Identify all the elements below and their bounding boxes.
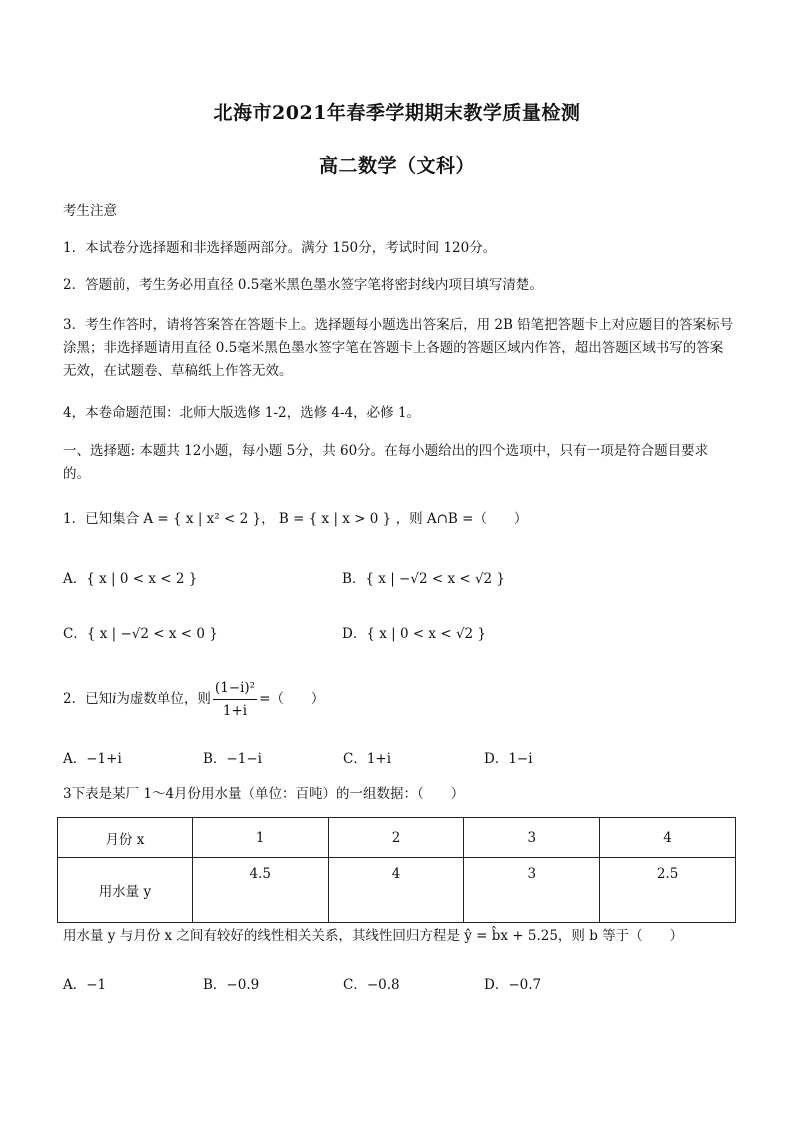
q2-option-b xyxy=(203,747,262,767)
table-cell: 4.5 xyxy=(192,858,328,923)
exam-subtitle: 高二数学（文科） xyxy=(318,155,475,177)
q2-numerator: (1−i)² xyxy=(213,679,257,700)
option-text: { x | −√2 < x < √2 } xyxy=(365,571,506,587)
q3-option-c xyxy=(343,973,400,993)
option-label: A． xyxy=(63,571,87,587)
notice-item-3: 3．考生作答时，请将答案答在答题卡上。选择题每小题选出答案后，用 2B 铅笔把答题卡上对应题目的答案标号涂黑；非选择题请用直径 0.5毫米黑色墨水签字笔在答题卡上各题的答题区域内作答，超出答题区域书写的答案无效，在试题卷、草稿纸上作答无效。 xyxy=(63,317,734,379)
q2-option-a xyxy=(63,747,122,767)
option-label: B． xyxy=(203,977,227,993)
q2-option-d xyxy=(484,747,533,767)
row-header-month: 月份 x xyxy=(58,818,193,858)
q1-set-a: A = { x | x² < 2 } xyxy=(143,511,262,527)
option-text: 1−i xyxy=(508,751,533,767)
q3-option-b xyxy=(203,973,259,993)
notice-item-2: 2．答题前，考生务必用直径 0.5毫米黑色墨水签字笔将密封线内项目填写清楚。 xyxy=(63,277,543,293)
option-label: A． xyxy=(63,751,87,767)
option-text: −1 xyxy=(86,977,107,993)
q3-option-d xyxy=(484,973,541,993)
q2-stem-prefix: 2．已知 xyxy=(63,691,113,707)
table-row xyxy=(58,858,736,923)
q1-stem-prefix: 1．已知集合 xyxy=(63,511,140,527)
row-header-usage: 用水量 y xyxy=(58,858,193,923)
option-label: D． xyxy=(342,626,367,642)
option-text: { x | 0 < x < √2 } xyxy=(366,626,487,642)
question-2-stem xyxy=(63,677,324,725)
question-1-stem: 1．已知集合 A = { x | x² < 2 }， B = { x | x > 0 } ，则 A∩B =（ ） xyxy=(63,511,528,527)
exam-title: 北海市2021年春季学期期末教学质量检测 xyxy=(213,102,581,124)
option-text: −0.9 xyxy=(226,977,260,993)
q1-option-c xyxy=(63,622,218,642)
option-text: −0.7 xyxy=(508,977,542,993)
q2-fraction xyxy=(213,679,257,720)
q2-stem-suffix: =（ ） xyxy=(259,691,325,707)
option-label: D． xyxy=(484,751,509,767)
table-row xyxy=(58,818,736,858)
option-label: B． xyxy=(342,571,366,587)
table-cell: 3 xyxy=(464,818,600,858)
q2-option-c xyxy=(343,747,391,767)
option-text: { x | 0 < x < 2 } xyxy=(86,571,198,587)
q3-option-a xyxy=(63,973,106,993)
notice-item-4: 4，本卷命题范围：北师大版选修 1-2，选修 4-4，必修 1。 xyxy=(63,405,421,421)
q2-denominator: 1+i xyxy=(222,703,248,719)
q1-option-d xyxy=(342,622,486,642)
table-cell: 3 xyxy=(464,858,600,923)
q1-option-a xyxy=(63,567,197,587)
option-label: D． xyxy=(484,977,509,993)
option-label: C． xyxy=(343,977,367,993)
option-text: −0.8 xyxy=(366,977,400,993)
notice-item-1: 1．本试卷分选择题和非选择题两部分。满分 150分，考试时间 120分。 xyxy=(63,240,497,256)
table-cell: 1 xyxy=(192,818,328,858)
question-3-stem: 3下表是某厂 1～4月份用水量（单位：百吨）的一组数据：（ ） xyxy=(63,786,465,802)
water-usage-table xyxy=(57,817,736,923)
q2-var-i: i xyxy=(112,691,117,707)
q1-set-b: B = { x | x > 0 } xyxy=(278,511,392,527)
table-cell: 4 xyxy=(328,858,464,923)
q1-stem-suffix: ，则 A∩B =（ ） xyxy=(395,511,528,527)
table-cell: 2.5 xyxy=(600,858,736,923)
table-cell: 2 xyxy=(328,818,464,858)
option-text: 1+i xyxy=(366,751,392,767)
option-label: C． xyxy=(63,626,87,642)
option-text: −1−i xyxy=(226,751,262,767)
option-label: C． xyxy=(343,751,367,767)
table-cell: 4 xyxy=(600,818,736,858)
option-label: B． xyxy=(203,751,227,767)
q1-option-b xyxy=(342,567,505,587)
option-text: { x | −√2 < x < 0 } xyxy=(86,626,218,642)
option-text: −1+i xyxy=(86,751,122,767)
section1-intro: 一、选择题: 本题共 12小题，每小题 5分，共 60分。在每小题给出的四个选项中，只有一项是符合题目要求的。 xyxy=(63,443,709,482)
option-label: A． xyxy=(63,977,87,993)
q2-stem-mid: 为虚数单位，则 xyxy=(116,691,211,707)
question-3-follow-up: 用水量 y 与月份 x 之间有较好的线性相关关系，其线性回归方程是 ŷ = b̂x + 5.25，则 b 等于（ ） xyxy=(63,928,684,944)
notice-heading: 考生注意 xyxy=(63,203,117,219)
